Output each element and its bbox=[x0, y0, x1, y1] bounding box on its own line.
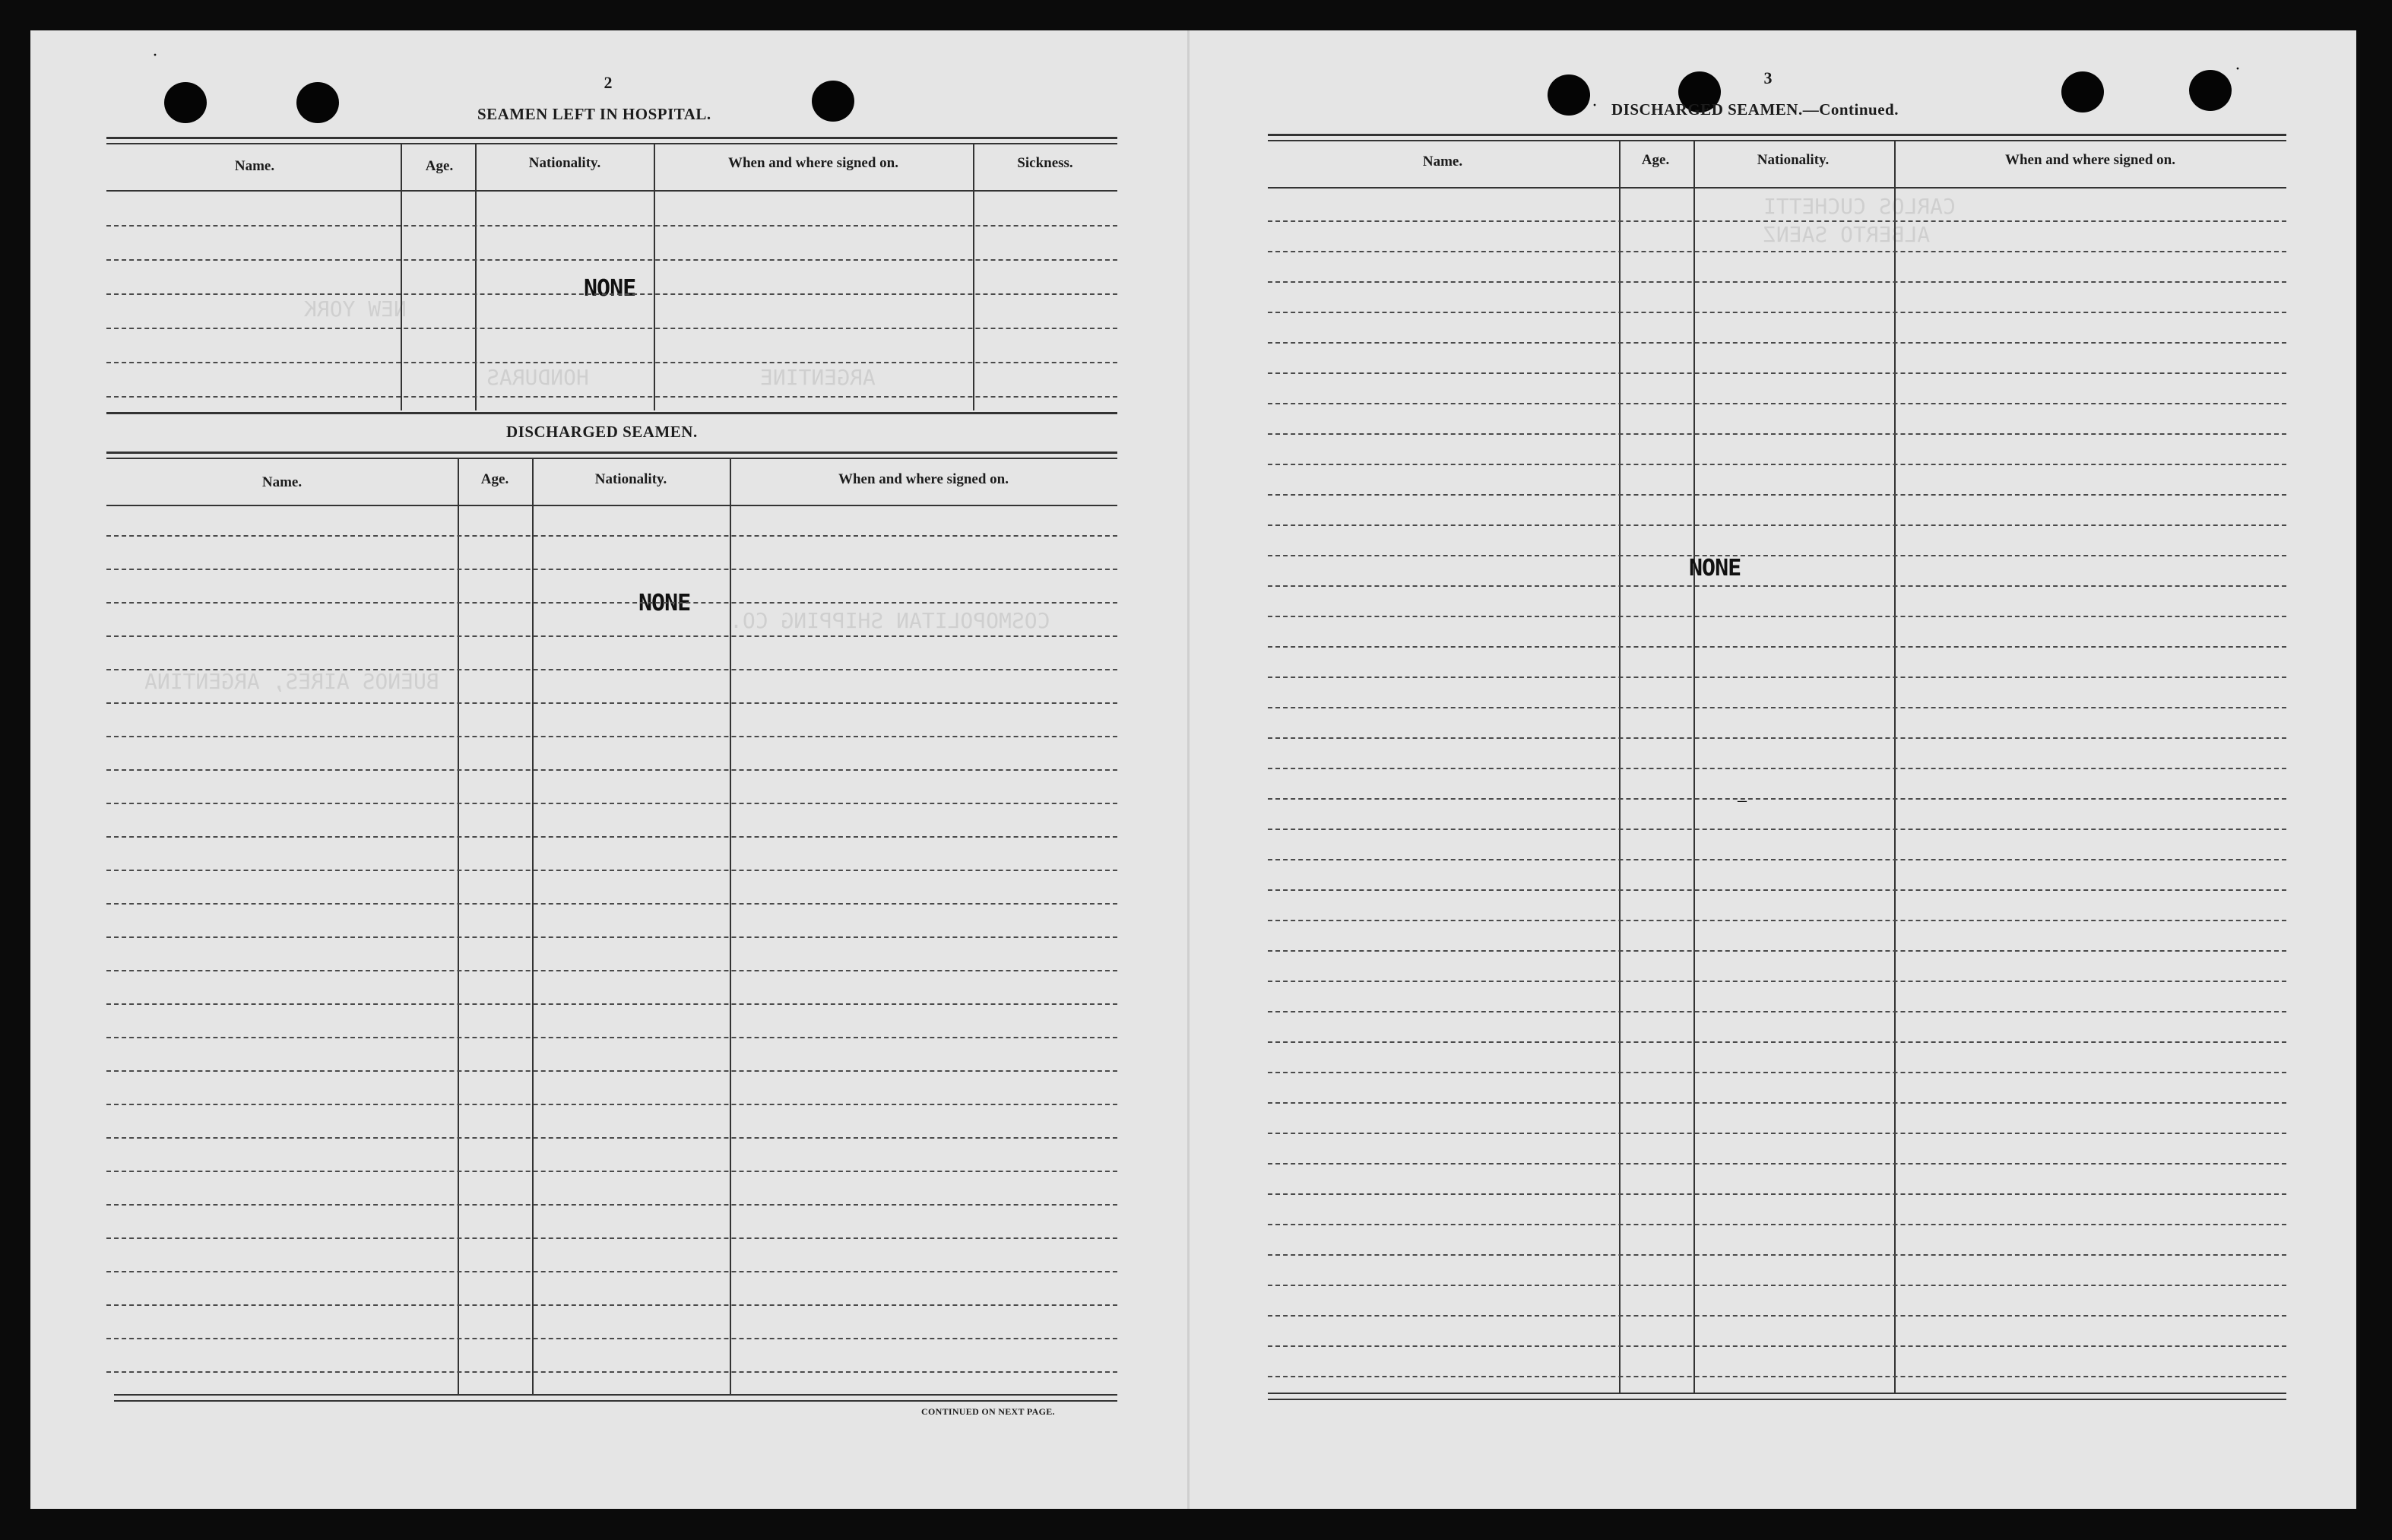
bottom-rule bbox=[114, 1400, 1117, 1402]
bleed-through-text: NEW YORK bbox=[304, 296, 407, 322]
ruled-line bbox=[1268, 1102, 2286, 1104]
ruled-line bbox=[106, 569, 1117, 570]
ruled-line bbox=[1268, 372, 2286, 374]
section-title-discharged: DISCHARGED SEAMEN. bbox=[506, 423, 698, 441]
bleed-through-text: HONDURAS bbox=[486, 365, 589, 390]
ruled-line bbox=[1268, 342, 2286, 344]
ruled-line bbox=[106, 1304, 1117, 1306]
column-header-nationality: Nationality. bbox=[1757, 152, 1830, 168]
column-divider bbox=[1894, 140, 1896, 1393]
ruled-line bbox=[1268, 1224, 2286, 1225]
ruled-line bbox=[106, 1104, 1117, 1105]
ruled-line bbox=[106, 259, 1117, 261]
ruled-line bbox=[1268, 555, 2286, 556]
punch-hole bbox=[812, 81, 854, 122]
header-rule bbox=[106, 143, 1117, 144]
page-number: 2 bbox=[604, 73, 613, 92]
bottom-rule bbox=[114, 1394, 1117, 1396]
bleed-through-text: BUENOS AIRES, ARGENTINA bbox=[144, 669, 439, 694]
column-header-name: Name. bbox=[234, 158, 275, 174]
ruled-line bbox=[1268, 1072, 2286, 1073]
ink-speck: · bbox=[2235, 59, 2241, 79]
ruled-line bbox=[1268, 281, 2286, 283]
header-rule bbox=[106, 452, 1117, 454]
column-head-rule bbox=[106, 505, 1117, 506]
ruled-line bbox=[106, 1137, 1117, 1139]
column-divider bbox=[1693, 140, 1695, 1393]
column-divider bbox=[475, 143, 477, 410]
section-title-hospital: SEAMEN LEFT IN HOSPITAL. bbox=[477, 105, 711, 123]
ruled-line bbox=[1268, 829, 2286, 830]
ruled-line bbox=[1268, 251, 2286, 252]
ruled-line bbox=[1268, 494, 2286, 496]
column-divider bbox=[654, 143, 655, 410]
column-header-signed-on: When and where signed on. bbox=[2004, 152, 2175, 168]
ruled-line bbox=[106, 535, 1117, 537]
punch-hole bbox=[164, 82, 207, 123]
column-head-rule bbox=[1268, 187, 2286, 189]
ruled-line bbox=[1268, 524, 2286, 526]
column-header-nationality: Nationality. bbox=[594, 471, 667, 487]
ruled-line bbox=[1268, 677, 2286, 678]
ruled-line bbox=[1268, 220, 2286, 222]
ruled-line bbox=[1268, 1315, 2286, 1317]
column-head-rule bbox=[106, 190, 1117, 192]
punch-hole bbox=[2061, 71, 2104, 112]
ruled-line bbox=[1268, 1011, 2286, 1012]
ruled-line bbox=[1268, 1041, 2286, 1043]
bottom-rule bbox=[1268, 1393, 2286, 1394]
ruled-line bbox=[1268, 433, 2286, 435]
ruled-line bbox=[106, 1171, 1117, 1172]
ruled-line bbox=[106, 769, 1117, 771]
ruled-line bbox=[106, 635, 1117, 637]
column-header-name: Name. bbox=[261, 474, 303, 490]
bleed-through-text: COSMOPOLITAN SHIPPING CO. bbox=[730, 608, 1050, 633]
column-header-name: Name. bbox=[1422, 154, 1463, 170]
bleed-through-text: ARGENTINE bbox=[760, 365, 876, 390]
ruled-line bbox=[1268, 616, 2286, 617]
ruled-line bbox=[106, 870, 1117, 871]
section-rule bbox=[106, 412, 1117, 414]
ruled-line bbox=[1268, 1254, 2286, 1256]
ruled-line bbox=[106, 328, 1117, 329]
ruled-line bbox=[1268, 646, 2286, 648]
column-divider bbox=[1619, 140, 1621, 1393]
ruled-line bbox=[1268, 768, 2286, 769]
ruled-line bbox=[106, 1070, 1117, 1072]
ruled-line bbox=[1268, 1193, 2286, 1195]
ruled-line bbox=[1268, 859, 2286, 860]
column-divider bbox=[458, 458, 459, 1394]
column-divider bbox=[973, 143, 974, 410]
ruled-line bbox=[106, 225, 1117, 227]
column-header-age: Age. bbox=[480, 471, 509, 487]
ruled-line bbox=[106, 1371, 1117, 1373]
ruled-line bbox=[106, 396, 1117, 398]
bleed-through-text: CARLOS CUCHETTI bbox=[1763, 194, 1956, 219]
ruled-line bbox=[1268, 737, 2286, 739]
ruled-line bbox=[1268, 920, 2286, 921]
ruled-line bbox=[106, 1338, 1117, 1339]
header-rule bbox=[1268, 140, 2286, 141]
page-fold bbox=[1187, 30, 1190, 1509]
ruled-line bbox=[106, 903, 1117, 905]
bleed-through-text: ALBERTO SAENZ bbox=[1763, 222, 1931, 247]
ruled-line bbox=[106, 1003, 1117, 1005]
ruled-line bbox=[1268, 981, 2286, 982]
ink-dash: – bbox=[1738, 791, 1747, 810]
section-title-discharged-continued: DISCHARGED SEAMEN.—Continued. bbox=[1611, 100, 1899, 119]
column-header-signed-on: When and where signed on. bbox=[727, 155, 898, 171]
ink-speck: · bbox=[152, 46, 158, 65]
column-header-signed-on: When and where signed on. bbox=[838, 471, 1009, 487]
none-stamp: NONE bbox=[638, 590, 691, 616]
column-header-nationality: Nationality. bbox=[528, 155, 601, 171]
ruled-line bbox=[106, 1237, 1117, 1239]
ruled-line bbox=[106, 836, 1117, 838]
ruled-line bbox=[1268, 312, 2286, 313]
ruled-line bbox=[1268, 403, 2286, 404]
ruled-line bbox=[1268, 798, 2286, 800]
ruled-line bbox=[106, 1037, 1117, 1038]
ruled-line bbox=[1268, 950, 2286, 952]
ruled-line bbox=[1268, 707, 2286, 708]
column-divider bbox=[532, 458, 534, 1394]
ruled-line bbox=[106, 1204, 1117, 1206]
header-rule bbox=[1268, 134, 2286, 136]
ruled-line bbox=[106, 970, 1117, 971]
ruled-line bbox=[106, 803, 1117, 804]
ruled-line bbox=[1268, 464, 2286, 465]
ruled-line bbox=[1268, 1285, 2286, 1286]
header-rule bbox=[106, 458, 1117, 459]
punch-hole bbox=[296, 82, 339, 123]
ruled-line bbox=[1268, 1345, 2286, 1347]
column-divider bbox=[401, 143, 402, 410]
ruled-line bbox=[106, 293, 1117, 295]
none-stamp: NONE bbox=[584, 275, 636, 302]
punch-hole bbox=[1548, 74, 1590, 116]
ruled-line bbox=[106, 736, 1117, 737]
ruled-line bbox=[106, 602, 1117, 604]
ruled-line bbox=[106, 362, 1117, 363]
ruled-line bbox=[106, 702, 1117, 704]
ruled-line bbox=[106, 669, 1117, 670]
column-divider bbox=[730, 458, 731, 1394]
ruled-line bbox=[1268, 1376, 2286, 1377]
none-stamp: NONE bbox=[1689, 555, 1741, 581]
ruled-line bbox=[106, 936, 1117, 938]
continued-note: CONTINUED ON NEXT PAGE. bbox=[921, 1406, 1055, 1417]
header-rule bbox=[106, 137, 1117, 139]
punch-hole bbox=[2189, 70, 2232, 111]
ruled-line bbox=[1268, 585, 2286, 587]
ruled-line bbox=[1268, 889, 2286, 891]
bottom-rule bbox=[1268, 1399, 2286, 1400]
page-number: 3 bbox=[1763, 68, 1773, 87]
bullet-mark: · bbox=[1592, 96, 1598, 116]
column-header-age: Age. bbox=[1641, 152, 1670, 168]
column-header-sickness: Sickness. bbox=[1017, 155, 1073, 171]
column-header-age: Age. bbox=[425, 158, 454, 174]
ruled-line bbox=[106, 1271, 1117, 1272]
ruled-line bbox=[1268, 1133, 2286, 1134]
ruled-line bbox=[1268, 1163, 2286, 1165]
